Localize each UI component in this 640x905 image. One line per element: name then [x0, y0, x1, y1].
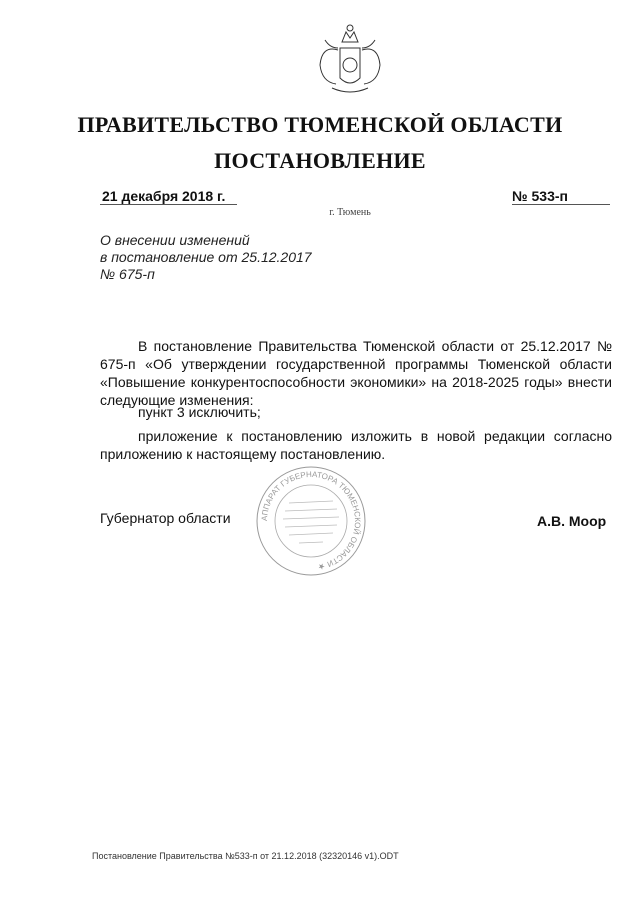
coat-of-arms-emblem: [310, 20, 390, 100]
signatory-name: А.В. Моор: [537, 513, 607, 529]
body-paragraph: пункт 3 исключить;: [138, 404, 261, 420]
footer-filename: Постановление Правительства №533-п от 21.12.2018 (32320146 v1).ODT: [92, 851, 399, 861]
org-title: ПРАВИТЕЛЬСТВО ТЮМЕНСКОЙ ОБЛАСТИ: [77, 112, 563, 137]
doc-type-title: ПОСТАНОВЛЕНИЕ: [214, 148, 426, 173]
official-seal-stamp: [255, 465, 367, 577]
svg-text:АППАРАТ ГУБЕРНАТОРА ТЮМЕНСКОЙ: АППАРАТ ГУБЕРНАТОРА ТЮМЕНСКОЙ ОБЛАСТИ ★: [259, 469, 363, 572]
doc-number: № 533-п: [512, 188, 610, 205]
subject: [100, 232, 312, 283]
city: г. Тюмень: [329, 207, 371, 218]
doc-date: 21 декабря 2018 г.: [100, 188, 237, 205]
subject-line: О внесении изменений: [100, 232, 250, 248]
subject-line: № 675-п: [100, 266, 155, 282]
subject-line: в постановление от 25.12.2017: [100, 249, 312, 265]
signatory-position: Губернатор области: [100, 510, 231, 526]
body-paragraph: приложение к постановлению изложить в новой редакции согласно приложению к настоящему постановлению.: [100, 428, 612, 462]
body-paragraph: В постановление Правительства Тюменской области от 25.12.2017 № 675-п «Об утверждении государственной программы Тюменской области «Повышение конкурентоспособности экономики» на 2018-2025 годы» внести следующие изменения:: [100, 338, 612, 408]
